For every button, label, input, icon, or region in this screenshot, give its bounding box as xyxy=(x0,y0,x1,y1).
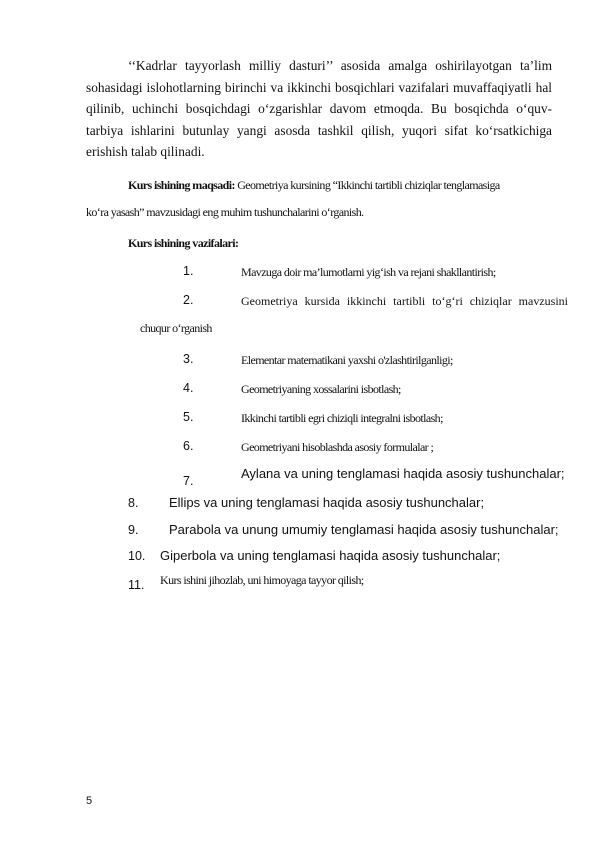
task-text: Mavzuga doir ma’lumotlarni yig‘ish va rejani shakllantirish; xyxy=(241,265,496,279)
task-text: Geometriyani hisoblashda asosiy formulalar ; xyxy=(241,440,434,454)
goal-text-line1: Geometriya kursining “Ikkinchi tartibli chiziqlar tenglamasiga xyxy=(234,178,500,192)
goal-text-line2: ko‘ra yasash” mavzusidagi eng muhim tushunchalarini o‘rganish. xyxy=(86,205,364,219)
task-text: Parabola va unung umumiy tenglamasi haqida asosiy tushunchalar; xyxy=(169,522,559,537)
task-text: Giperbola va uning tenglamasi haqida asosiy tushunchalar; xyxy=(160,548,501,563)
intro-paragraph: ‘‘Kadrlar tayyorlash milliy dasturi’’ asosida amalga oshirilayotgan ta’lim sohasidagi islohotlarning birinchi va ikkinchi bosqichlari vazifalari muvaffaqiyatli hal qilinib, uchinchi bosqichdagi o‘zgarishlar davom etmoqda. Bu bosqichda o‘quv-tarbiya ishlarini butunlay yangi asosda tashkil qilish, yuqori sifat ko‘rsatkichiga erishish talab qilinadi. xyxy=(86,58,552,160)
task-text: Geometriyaning xossalarini isbotlash; xyxy=(241,382,401,396)
task-text: Ellips va uning tenglamasi haqida asosiy tushunchalar; xyxy=(169,495,485,510)
task-text-continuation: chuqur o‘rganish xyxy=(140,321,212,335)
task-number: 5. xyxy=(183,410,194,424)
page-number: 5 xyxy=(86,795,93,807)
task-text: Elementar matematikani yaxshi o'zlashtirilganligi; xyxy=(241,353,453,367)
task-number: 2. xyxy=(183,293,194,307)
task-number: 1. xyxy=(183,264,194,278)
task-text: Geometriya kursida ikkinchi tartibli to‘g‘ri chiziqlar mavzusini xyxy=(241,294,568,308)
goal-label: Kurs ishining maqsadi: xyxy=(128,178,235,192)
task-text: Ikkinchi tartibli egri chiziqli integralni isbotlash; xyxy=(241,411,443,425)
task-number: 3. xyxy=(183,352,194,366)
task-number: 6. xyxy=(183,439,194,453)
task-number: 11. xyxy=(128,578,145,592)
task-number: 4. xyxy=(183,381,194,395)
goal-line xyxy=(128,178,500,193)
task-number: 8. xyxy=(128,496,139,510)
task-number: 10. xyxy=(128,549,146,563)
task-text: Kurs ishini jihozlab, uni himoyaga tayyor qilish; xyxy=(160,573,364,587)
task-number: 7. xyxy=(183,474,194,488)
task-number: 9. xyxy=(128,523,139,537)
tasks-heading: Kurs ishining vazifalari: xyxy=(128,236,239,250)
task-text: Aylana va uning tenglamasi haqida asosiy tushunchalar; xyxy=(241,466,565,481)
